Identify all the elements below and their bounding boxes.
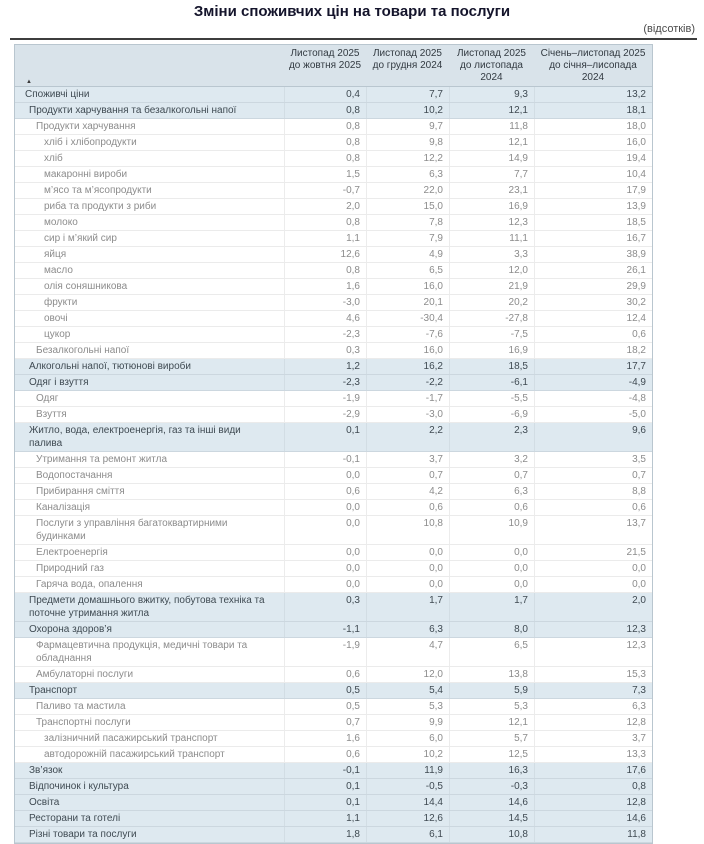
- row-value-1: -1,9: [284, 638, 366, 666]
- row-value-2: 0,0: [366, 561, 449, 576]
- row-value-2: 5,4: [366, 683, 449, 698]
- row-value-2: 0,0: [366, 545, 449, 560]
- row-value-4: 13,9: [534, 199, 652, 214]
- row-value-3: 16,9: [449, 199, 534, 214]
- row-value-1: 0,5: [284, 699, 366, 714]
- row-value-3: 12,5: [449, 747, 534, 762]
- row-value-1: 0,1: [284, 423, 366, 451]
- row-value-2: 12,0: [366, 667, 449, 682]
- row-value-4: 26,1: [534, 263, 652, 278]
- row-value-3: 14,9: [449, 151, 534, 166]
- row-value-3: 16,9: [449, 343, 534, 358]
- row-value-3: 0,0: [449, 545, 534, 560]
- table-row[interactable]: [15, 151, 652, 167]
- table-row[interactable]: [15, 622, 652, 638]
- row-value-2: 7,8: [366, 215, 449, 230]
- table-row[interactable]: [15, 183, 652, 199]
- row-value-3: 12,1: [449, 135, 534, 150]
- table-row[interactable]: [15, 135, 652, 151]
- row-label: Каналізація: [36, 502, 91, 513]
- row-value-2: 11,9: [366, 763, 449, 778]
- row-label: цукор: [44, 329, 71, 340]
- row-value-1: 0,8: [284, 103, 366, 118]
- row-value-2: 0,0: [366, 577, 449, 592]
- table-row[interactable]: [15, 577, 652, 593]
- row-value-4: 0,6: [534, 500, 652, 515]
- row-value-1: 0,8: [284, 119, 366, 134]
- row-value-2: 15,0: [366, 199, 449, 214]
- row-value-4: 13,3: [534, 747, 652, 762]
- row-value-4: 18,0: [534, 119, 652, 134]
- table-row[interactable]: [15, 343, 652, 359]
- row-value-1: 1,6: [284, 279, 366, 294]
- row-value-4: 17,6: [534, 763, 652, 778]
- row-value-2: 12,2: [366, 151, 449, 166]
- row-value-2: 6,0: [366, 731, 449, 746]
- table-row[interactable]: [15, 516, 652, 545]
- row-value-1: 1,5: [284, 167, 366, 182]
- row-label: Паливо та мастила: [36, 701, 126, 712]
- row-value-3: 9,3: [449, 87, 534, 102]
- table-row[interactable]: [15, 452, 652, 468]
- row-value-2: 16,0: [366, 343, 449, 358]
- table-row[interactable]: [15, 167, 652, 183]
- row-label: Зв’язок: [29, 765, 63, 776]
- row-value-3: 11,1: [449, 231, 534, 246]
- row-value-1: 0,8: [284, 263, 366, 278]
- row-label: риба та продукти з риби: [44, 201, 157, 212]
- row-value-3: 5,7: [449, 731, 534, 746]
- table-row[interactable]: [15, 667, 652, 683]
- row-value-4: -4,8: [534, 391, 652, 406]
- row-value-4: 6,3: [534, 699, 652, 714]
- row-value-2: 20,1: [366, 295, 449, 310]
- row-value-1: 1,6: [284, 731, 366, 746]
- row-label: Природний газ: [36, 563, 105, 574]
- row-value-2: 12,6: [366, 811, 449, 826]
- row-label: яйця: [44, 249, 67, 260]
- row-value-3: 5,3: [449, 699, 534, 714]
- row-value-2: 6,1: [366, 827, 449, 842]
- row-value-1: 0,1: [284, 795, 366, 810]
- row-label: хліб і хлібопродукти: [44, 137, 137, 148]
- page-title: Зміни споживчих цін на товари та послуги: [193, 3, 511, 20]
- row-value-4: 19,4: [534, 151, 652, 166]
- table-row[interactable]: [15, 638, 652, 667]
- row-value-4: 17,7: [534, 359, 652, 374]
- row-value-4: 3,7: [534, 731, 652, 746]
- table-row[interactable]: [15, 199, 652, 215]
- row-value-2: 5,3: [366, 699, 449, 714]
- row-label: Взуття: [36, 409, 67, 420]
- row-value-4: 18,1: [534, 103, 652, 118]
- row-value-2: 4,7: [366, 638, 449, 666]
- row-value-3: 10,8: [449, 827, 534, 842]
- table-row[interactable]: [15, 827, 652, 843]
- row-value-1: 0,4: [284, 87, 366, 102]
- row-value-4: 0,0: [534, 577, 652, 592]
- row-value-4: 11,8: [534, 827, 652, 842]
- row-value-2: 1,7: [366, 593, 449, 621]
- row-label: макаронні вироби: [44, 169, 128, 180]
- row-value-1: 4,6: [284, 311, 366, 326]
- row-value-4: 2,0: [534, 593, 652, 621]
- table-row[interactable]: [15, 747, 652, 763]
- row-value-1: -3,0: [284, 295, 366, 310]
- row-value-3: 0,0: [449, 561, 534, 576]
- row-value-1: 0,6: [284, 747, 366, 762]
- row-label: Прибирання сміття: [36, 486, 125, 497]
- row-value-2: 22,0: [366, 183, 449, 198]
- row-value-3: -6,1: [449, 375, 534, 390]
- table-row[interactable]: [15, 215, 652, 231]
- table-row[interactable]: [15, 763, 652, 779]
- row-value-4: 7,3: [534, 683, 652, 698]
- row-value-1: 0,8: [284, 135, 366, 150]
- table-row[interactable]: [15, 247, 652, 263]
- row-value-1: 0,3: [284, 343, 366, 358]
- row-value-2: 16,2: [366, 359, 449, 374]
- row-value-2: 16,0: [366, 279, 449, 294]
- row-value-4: 21,5: [534, 545, 652, 560]
- row-value-4: -4,9: [534, 375, 652, 390]
- table-row[interactable]: [15, 231, 652, 247]
- table-row[interactable]: [15, 263, 652, 279]
- table-row[interactable]: [15, 375, 652, 391]
- sort-ascending-icon[interactable]: ▲: [26, 79, 32, 85]
- row-value-3: 23,1: [449, 183, 534, 198]
- row-value-2: 9,9: [366, 715, 449, 730]
- row-value-1: -0,1: [284, 763, 366, 778]
- row-value-3: 21,9: [449, 279, 534, 294]
- row-label: Електроенергія: [36, 547, 108, 558]
- row-value-3: 11,8: [449, 119, 534, 134]
- row-value-3: 0,0: [449, 577, 534, 592]
- divider: [10, 38, 697, 40]
- row-value-1: 2,0: [284, 199, 366, 214]
- row-label: м’ясо та м’ясопродукти: [44, 185, 152, 196]
- row-value-3: 20,2: [449, 295, 534, 310]
- table-row[interactable]: [15, 279, 652, 295]
- row-label: Ресторани та готелі: [29, 813, 121, 824]
- row-value-3: 14,5: [449, 811, 534, 826]
- table-header: [15, 45, 652, 87]
- row-value-4: -5,0: [534, 407, 652, 422]
- row-value-1: 0,6: [284, 667, 366, 682]
- row-value-3: 0,6: [449, 500, 534, 515]
- table-body: [15, 87, 652, 843]
- row-label: хліб: [44, 153, 63, 164]
- row-value-4: 12,4: [534, 311, 652, 326]
- row-value-4: 15,3: [534, 667, 652, 682]
- row-value-4: 14,6: [534, 811, 652, 826]
- row-value-1: 0,0: [284, 545, 366, 560]
- row-label: Охорона здоров’я: [29, 624, 112, 635]
- table-row[interactable]: [15, 295, 652, 311]
- row-value-2: 6,5: [366, 263, 449, 278]
- header-col-nov-to-oct2025[interactable]: Листопад 2025 до жовтня 2025: [288, 48, 362, 71]
- row-value-2: 7,9: [366, 231, 449, 246]
- table-row[interactable]: [15, 795, 652, 811]
- row-value-3: -7,5: [449, 327, 534, 342]
- row-value-1: 0,0: [284, 500, 366, 515]
- row-value-4: 8,8: [534, 484, 652, 499]
- row-value-3: 1,7: [449, 593, 534, 621]
- row-value-3: -0,3: [449, 779, 534, 794]
- row-value-1: -1,1: [284, 622, 366, 637]
- row-value-4: 0,8: [534, 779, 652, 794]
- row-value-1: 1,2: [284, 359, 366, 374]
- row-value-2: 2,2: [366, 423, 449, 451]
- row-value-1: -0,7: [284, 183, 366, 198]
- row-label: Освіта: [29, 797, 60, 808]
- row-value-1: 12,6: [284, 247, 366, 262]
- row-value-2: 14,4: [366, 795, 449, 810]
- row-value-2: -1,7: [366, 391, 449, 406]
- table-row[interactable]: [15, 327, 652, 343]
- row-value-3: 3,3: [449, 247, 534, 262]
- row-value-4: 12,8: [534, 715, 652, 730]
- row-label: Амбулаторні послуги: [36, 669, 134, 680]
- row-label: Різні товари та послуги: [29, 829, 137, 840]
- row-value-3: 6,5: [449, 638, 534, 666]
- row-value-4: 13,7: [534, 516, 652, 544]
- row-value-2: 4,2: [366, 484, 449, 499]
- row-value-1: -2,3: [284, 327, 366, 342]
- row-value-1: 1,1: [284, 231, 366, 246]
- row-label: Споживчі ціни: [25, 89, 90, 100]
- row-value-2: 3,7: [366, 452, 449, 467]
- table-row[interactable]: [15, 545, 652, 561]
- row-value-2: -30,4: [366, 311, 449, 326]
- table-row[interactable]: [15, 683, 652, 699]
- row-value-1: 0,7: [284, 715, 366, 730]
- table-row[interactable]: [15, 311, 652, 327]
- unit-note: (відсотків): [643, 23, 695, 35]
- row-value-1: 0,0: [284, 561, 366, 576]
- table-row[interactable]: [15, 811, 652, 827]
- row-value-2: 9,8: [366, 135, 449, 150]
- row-value-2: -0,5: [366, 779, 449, 794]
- table-row[interactable]: [15, 407, 652, 423]
- header-label-cell[interactable]: [15, 45, 284, 86]
- table-row[interactable]: [15, 87, 652, 103]
- row-value-1: 0,0: [284, 468, 366, 483]
- table-row[interactable]: [15, 468, 652, 484]
- row-value-4: 30,2: [534, 295, 652, 310]
- row-label: олія соняшникова: [44, 281, 128, 292]
- row-label: Житло, вода, електроенергія, газ та інші види палива: [29, 425, 241, 449]
- row-value-2: 6,3: [366, 167, 449, 182]
- row-value-2: 4,9: [366, 247, 449, 262]
- row-label: Транспорт: [29, 685, 78, 696]
- row-value-4: 18,2: [534, 343, 652, 358]
- row-value-4: 9,6: [534, 423, 652, 451]
- table-row[interactable]: [15, 699, 652, 715]
- row-label: Продукти харчування: [36, 121, 136, 132]
- row-label: Продукти харчування та безалкогольні напої: [29, 105, 237, 116]
- row-value-1: 0,0: [284, 516, 366, 544]
- row-value-4: 12,8: [534, 795, 652, 810]
- row-label: Відпочинок і культура: [29, 781, 129, 792]
- row-value-3: -27,8: [449, 311, 534, 326]
- row-value-1: 0,8: [284, 151, 366, 166]
- row-value-3: 5,9: [449, 683, 534, 698]
- row-value-3: 14,6: [449, 795, 534, 810]
- row-label: фрукти: [44, 297, 78, 308]
- row-label: Гаряча вода, опалення: [36, 579, 143, 590]
- table-row[interactable]: [15, 359, 652, 375]
- table-row[interactable]: [15, 484, 652, 500]
- row-value-4: 17,9: [534, 183, 652, 198]
- row-value-3: 7,7: [449, 167, 534, 182]
- row-value-4: 0,6: [534, 327, 652, 342]
- row-value-1: -2,9: [284, 407, 366, 422]
- row-value-2: 10,2: [366, 747, 449, 762]
- row-value-1: 0,0: [284, 577, 366, 592]
- row-value-4: 16,0: [534, 135, 652, 150]
- row-label: овочі: [44, 313, 68, 324]
- row-value-1: 1,8: [284, 827, 366, 842]
- row-value-3: 12,1: [449, 715, 534, 730]
- row-value-4: 13,2: [534, 87, 652, 102]
- row-label: молоко: [44, 217, 78, 228]
- row-value-3: 8,0: [449, 622, 534, 637]
- row-value-1: -1,9: [284, 391, 366, 406]
- row-value-2: -2,2: [366, 375, 449, 390]
- header-col-jan-nov-cumulative[interactable]: Січень–листопад 2025 до січня–лисопада 2024: [540, 48, 646, 83]
- row-value-2: 10,2: [366, 103, 449, 118]
- row-value-4: 29,9: [534, 279, 652, 294]
- row-value-4: 12,3: [534, 622, 652, 637]
- row-value-1: -0,1: [284, 452, 366, 467]
- row-value-3: 0,7: [449, 468, 534, 483]
- row-value-1: 1,1: [284, 811, 366, 826]
- row-value-2: 6,3: [366, 622, 449, 637]
- table-row[interactable]: [15, 119, 652, 135]
- row-label: залізничний пасажирський транспорт: [44, 733, 218, 744]
- row-label: автодорожній пасажирський транспорт: [44, 749, 225, 760]
- table-row[interactable]: [15, 731, 652, 747]
- row-value-1: 0,1: [284, 779, 366, 794]
- row-value-4: 12,3: [534, 638, 652, 666]
- row-value-3: 3,2: [449, 452, 534, 467]
- row-value-3: -6,9: [449, 407, 534, 422]
- row-value-1: 0,3: [284, 593, 366, 621]
- row-value-2: 0,6: [366, 500, 449, 515]
- row-value-3: 12,0: [449, 263, 534, 278]
- row-value-2: -3,0: [366, 407, 449, 422]
- table-row[interactable]: [15, 500, 652, 516]
- row-label: Одяг і взуття: [29, 377, 89, 388]
- header-col-nov-to-nov2024[interactable]: Листопад 2025 до листопада 2024: [456, 48, 526, 83]
- row-label: Алкогольні напої, тютюнові вироби: [29, 361, 191, 372]
- row-value-3: 10,9: [449, 516, 534, 544]
- header-col-nov-to-dec2024[interactable]: Листопад 2025 до грудня 2024: [372, 48, 443, 71]
- row-value-4: 16,7: [534, 231, 652, 246]
- row-label: масло: [44, 265, 73, 276]
- row-value-4: 3,5: [534, 452, 652, 467]
- row-value-4: 0,0: [534, 561, 652, 576]
- row-value-4: 10,4: [534, 167, 652, 182]
- row-label: Послуги з управління багатоквартирними будинками: [36, 518, 228, 542]
- row-value-3: -5,5: [449, 391, 534, 406]
- row-label: Утримання та ремонт житла: [36, 454, 168, 465]
- table-row[interactable]: [15, 715, 652, 731]
- row-value-3: 12,1: [449, 103, 534, 118]
- row-value-2: 10,8: [366, 516, 449, 544]
- cpi-table: [14, 44, 653, 844]
- row-value-3: 12,3: [449, 215, 534, 230]
- table-row[interactable]: [15, 593, 652, 622]
- row-label: Транспортні послуги: [36, 717, 131, 728]
- row-label: Водопостачання: [36, 470, 113, 481]
- row-value-2: 0,7: [366, 468, 449, 483]
- row-label: Предмети домашнього вжитку, побутова техніка та поточне утримання житла: [29, 595, 265, 619]
- table-row[interactable]: [15, 103, 652, 119]
- row-value-3: 2,3: [449, 423, 534, 451]
- row-value-2: 9,7: [366, 119, 449, 134]
- row-value-4: 0,7: [534, 468, 652, 483]
- row-value-1: 0,5: [284, 683, 366, 698]
- row-value-2: 7,7: [366, 87, 449, 102]
- row-value-3: 6,3: [449, 484, 534, 499]
- row-value-2: -7,6: [366, 327, 449, 342]
- row-label: Одяг: [36, 393, 59, 404]
- row-value-4: 18,5: [534, 215, 652, 230]
- table-row[interactable]: [15, 423, 652, 452]
- row-label: Фармацевтична продукція, медичні товари та обладнання: [36, 640, 248, 664]
- row-value-3: 13,8: [449, 667, 534, 682]
- row-value-1: -2,3: [284, 375, 366, 390]
- table-row[interactable]: [15, 561, 652, 577]
- table-row[interactable]: [15, 391, 652, 407]
- row-value-1: 0,8: [284, 215, 366, 230]
- row-value-3: 16,3: [449, 763, 534, 778]
- table-row[interactable]: [15, 779, 652, 795]
- row-value-4: 38,9: [534, 247, 652, 262]
- row-value-1: 0,6: [284, 484, 366, 499]
- row-label: сир і м’який сир: [44, 233, 117, 244]
- row-value-3: 18,5: [449, 359, 534, 374]
- row-label: Безалкогольні напої: [36, 345, 130, 356]
